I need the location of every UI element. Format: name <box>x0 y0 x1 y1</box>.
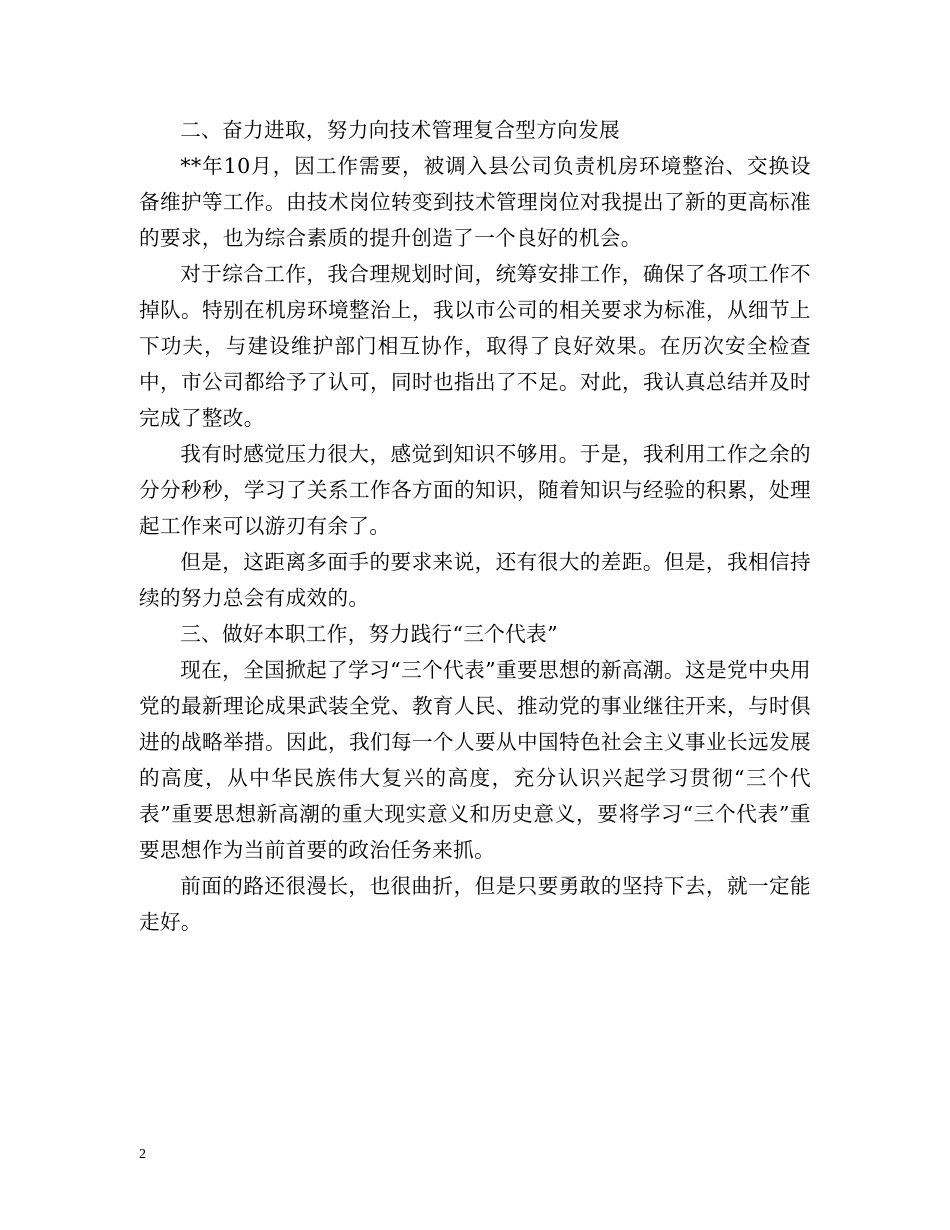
body-paragraph: 但是，这距离多面手的要求来说，还有很大的差距。但是，我相信持续的努力总会有成效的。 <box>139 550 811 610</box>
section-heading: 二、奋力进取，努力向技术管理复合型方向发展 <box>180 118 621 142</box>
section-heading: 三、做好本职工作，努力践行“三个代表” <box>180 622 558 646</box>
body-paragraph: **年10月，因工作需要，被调入县公司负责机房环境整治、交换设备维护等工作。由技术岗位转变到技术管理岗位对我提出了新的更高标准的要求，也为综合素质的提升创造了一个良好的机会。 <box>139 154 811 250</box>
body-paragraph: 我有时感觉压力很大，感觉到知识不够用。于是，我利用工作之余的分分秒秒，学习了关系工作各方面的知识，随着知识与经验的积累，处理起工作来可以游刃有余了。 <box>139 442 811 538</box>
body-paragraph: 现在，全国掀起了学习“三个代表”重要思想的新高潮。这是党中央用党的最新理论成果武装全党、教育人民、推动党的事业继往开来，与时俱进的战略举措。因此，我们每一个人要从中国特色社会主义事业长远发展的高度，从中华民族伟大复兴的高度，充分认识兴起学习贯彻“三个代表”重要思想新高潮的重大现实意义和历史意义，要将学习“三个代表”重要思想作为当前首要的政治任务来抓。 <box>139 658 811 862</box>
body-paragraph: 前面的路还很漫长，也很曲折，但是只要勇敢的坚持下去，就一定能走好。 <box>139 874 811 934</box>
page-number: 2 <box>139 1147 146 1162</box>
body-paragraph: 对于综合工作，我合理规划时间，统筹安排工作，确保了各项工作不掉队。特别在机房环境整治上，我以市公司的相关要求为标准，从细节上下功夫，与建设维护部门相互协作，取得了良好效果。在历次安全检查中，市公司都给予了认可，同时也指出了不足。对此，我认真总结并及时完成了整改。 <box>139 262 811 430</box>
document-body <box>139 112 811 940</box>
